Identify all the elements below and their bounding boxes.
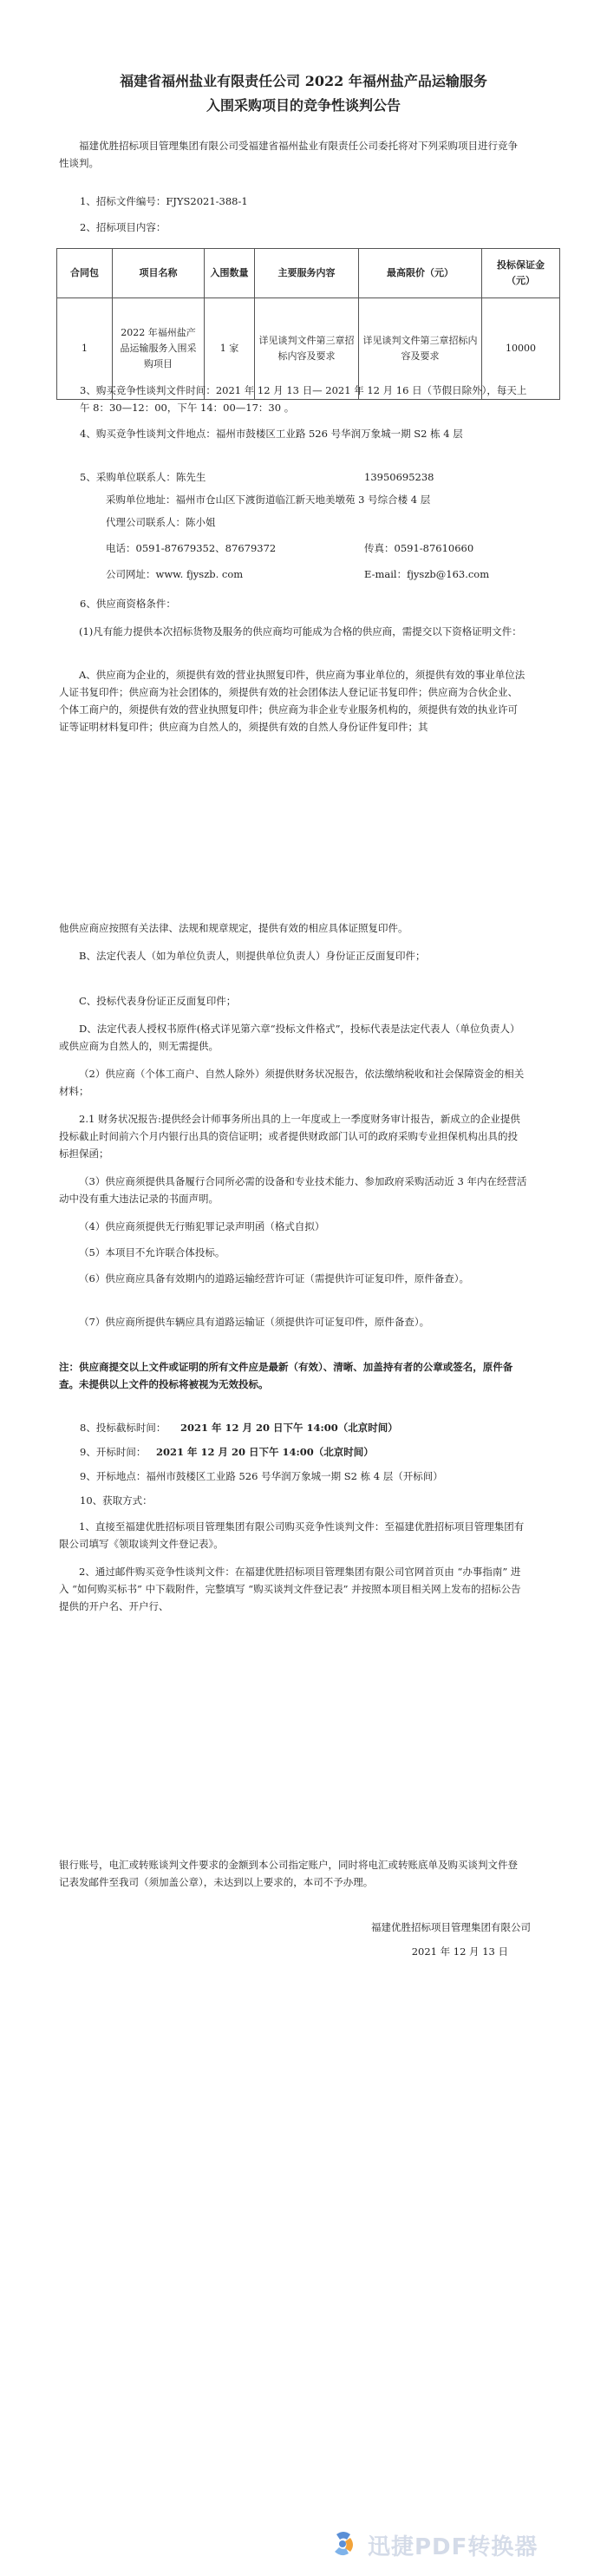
item-project-content: 2、招标项目内容： — [80, 221, 166, 233]
table-cell: 详见谈判文件第三章招标内容及要求 — [359, 298, 482, 400]
qual-c: C、投标代表身份证正反面复印件； — [79, 995, 237, 1007]
deadline-time: 2021 年 12 月 20 日下午 14:00（北京时间） — [180, 1422, 398, 1434]
table-cell: 详见谈判文件第三章招标内容及要求 — [255, 298, 359, 400]
table-cell: 10000 — [482, 298, 560, 400]
opening-place: 9、开标地点：福州市鼓楼区工业路 526 号华润万象城一期 S2 栋 4 层（开标间） — [80, 1470, 443, 1482]
item-get-method: 10、获取方式： — [80, 1494, 153, 1507]
table-cell: 2022 年福州盐产品运输服务入围采购项目 — [113, 298, 205, 400]
intro-paragraph: 福建优胜招标项目管理集团有限公司受福建省福州盐业有限责任公司委托将对下列采购项目进行竞争性谈判。 — [59, 140, 518, 169]
table-header: 最高限价（元） — [359, 249, 482, 298]
qual-b: B、法定代表人（如为单位负责人，则提供单位负责人）身份证正反面复印件； — [79, 950, 426, 962]
signature-company: 福建优胜招标项目管理集团有限公司 — [371, 1921, 531, 1933]
qual-7: （7）供应商所提供车辆应具有道路运输证（须提供许可证复印件，原件备查）。 — [79, 1316, 430, 1328]
table-header: 合同包 — [57, 249, 113, 298]
get-method-2: 2、通过邮件购买竞争性谈判文件：在福建优胜招标项目管理集团有限公司官网首页由 “办事指南” 进入 “如何购买标书” 中下载附件，完整填写 “购买谈判文件登记表” 并按照本项目相关网上发布的招标公告提供的开户名、开户行、 — [59, 1566, 521, 1612]
qual-6: （6）供应商应具备有效期内的道路运输经营许可证（需提供许可证复印件，原件备查）。 — [79, 1272, 470, 1285]
watermark — [328, 2526, 588, 2560]
item-bid-number: 1、招标文件编号：FJYS2021-388-1 — [80, 195, 248, 207]
item-purchase-time: 3、购买竞争性谈判文件时间：2021 年 12 月 13 日— 2021 年 12 月 16 日（节假日除外），每天上午 8：30—12：00，下午 14：00—17：30 。 — [80, 384, 527, 414]
pdf-converter-logo-icon — [328, 2527, 359, 2559]
qual-d: D、法定代表人授权书原件(格式详见第六章“投标文件格式”，投标代表是法定代表人（单位负责人）或供应商为自然人的，则无需提供。 — [59, 1023, 520, 1052]
agent-website: 公司网址：www. fjyszb. com — [106, 568, 244, 580]
item-qualifications: 6、供应商资格条件： — [80, 598, 176, 610]
agent-email: E-mail：fjyszb@163.com — [364, 568, 490, 580]
table-header: 项目名称 — [113, 249, 205, 298]
qual-2: （2）供应商（个体工商户、自然人除外）须提供财务状况报告，依法缴纳税收和社会保障资金的相关材料； — [59, 1068, 525, 1097]
deadline-label: 8、投标截标时间： — [80, 1422, 166, 1434]
qual-2-1: 2.1 财务状况报告:提供经会计师事务所出具的上一年度或上一季度财务审计报告，新成立的企业提供投标截止时间前六个月内银行出具的资信证明；或者提供财政部门认可的政府采购专业担保机构出具的投标担保函； — [59, 1113, 520, 1160]
qual-3: （3）供应商须提供具备履行合同所必需的设备和专业技术能力、参加政府采购活动近 3 年内在经营活动中没有重大违法记录的书面声明。 — [59, 1175, 527, 1205]
buyer-address: 采购单位地址：福州市仓山区下渡街道临江新天地美墩苑 3 号综合楼 4 层 — [106, 494, 431, 506]
agent-tel: 电话：0591-87679352、87679372 — [106, 542, 277, 554]
qual-4: （4）供应商须提供无行贿犯罪记录声明函（格式自拟） — [79, 1220, 325, 1232]
table-header: 入围数量 — [205, 249, 255, 298]
opening-time-label: 9、开标时间： — [80, 1446, 147, 1458]
qual-1: (1)凡有能力提供本次招标货物及服务的供应商均可能成为合格的供应商，需提交以下资格证明文件： — [79, 625, 522, 637]
project-table — [56, 248, 560, 400]
table-header: 主要服务内容 — [255, 249, 359, 298]
table-cell: 1 家 — [205, 298, 255, 400]
doc-title-line2: 入围采购项目的竞争性谈判公告 — [206, 97, 401, 114]
buyer-phone: 13950695238 — [364, 471, 434, 483]
get-method-1: 1、直接至福建优胜招标项目管理集团有限公司购买竞争性谈判文件：至福建优胜招标项目管理集团有限公司填写《领取谈判文件登记表》。 — [59, 1520, 525, 1550]
table-cell: 1 — [57, 298, 113, 400]
watermark-text: 迅捷PDF转换器 — [368, 2534, 538, 2560]
buyer-contact: 5、采购单位联系人：陈先生 — [80, 471, 206, 483]
qualification-note: 注：供应商提交以上文件或证明的所有文件应是最新（有效）、清晰、加盖持有者的公章或签名，原件备查。未提供以上文件的投标将被视为无效投标。 — [59, 1361, 513, 1390]
opening-time: 2021 年 12 月 20 日下午 14:00（北京时间） — [156, 1446, 374, 1458]
item-purchase-place: 4、购买竞争性谈判文件地点：福州市鼓楼区工业路 526 号华润万象城一期 S2 栋 4 层 — [80, 428, 463, 440]
table-header: 投标保证金（元） — [482, 249, 560, 298]
agent-fax: 传真：0591-87610660 — [364, 542, 474, 554]
agent-contact: 代理公司联系人：陈小姐 — [106, 516, 216, 528]
doc-title-line1: 福建省福州盐业有限责任公司 2022 年福州盐产品运输服务 — [120, 73, 487, 89]
get-method-2-continued: 银行账号，电汇或转账谈判文件要求的金额到本公司指定账户，同时将电汇或转账底单及购买谈判文件登记表发邮件至我司（须加盖公章），未达到以上要求的，本司不予办理。 — [59, 1859, 518, 1888]
qual-a: A、供应商为企业的，须提供有效的营业执照复印件，供应商为事业单位的，须提供有效的事业单位法人证书复印件；供应商为社会团体的，须提供有效的社会团体法人登记证书复印件；供应商为合伙企业、个体工商户的，须提供有效的营业执照复印件；供应商为非企业专业服务机构的，须提供有效的执业许可证等证明材料复印件；供应商为自然人的，须提供有效的自然人身份证件复印件；其 — [59, 669, 525, 733]
qual-a-continued: 他供应商应按照有关法律、法规和规章规定，提供有效的相应具体证照复印件。 — [59, 922, 408, 934]
qual-5: （5）本项目不允许联合体投标。 — [79, 1246, 225, 1259]
signature-date: 2021 年 12 月 13 日 — [411, 1945, 508, 1958]
table-header-row — [57, 249, 560, 298]
